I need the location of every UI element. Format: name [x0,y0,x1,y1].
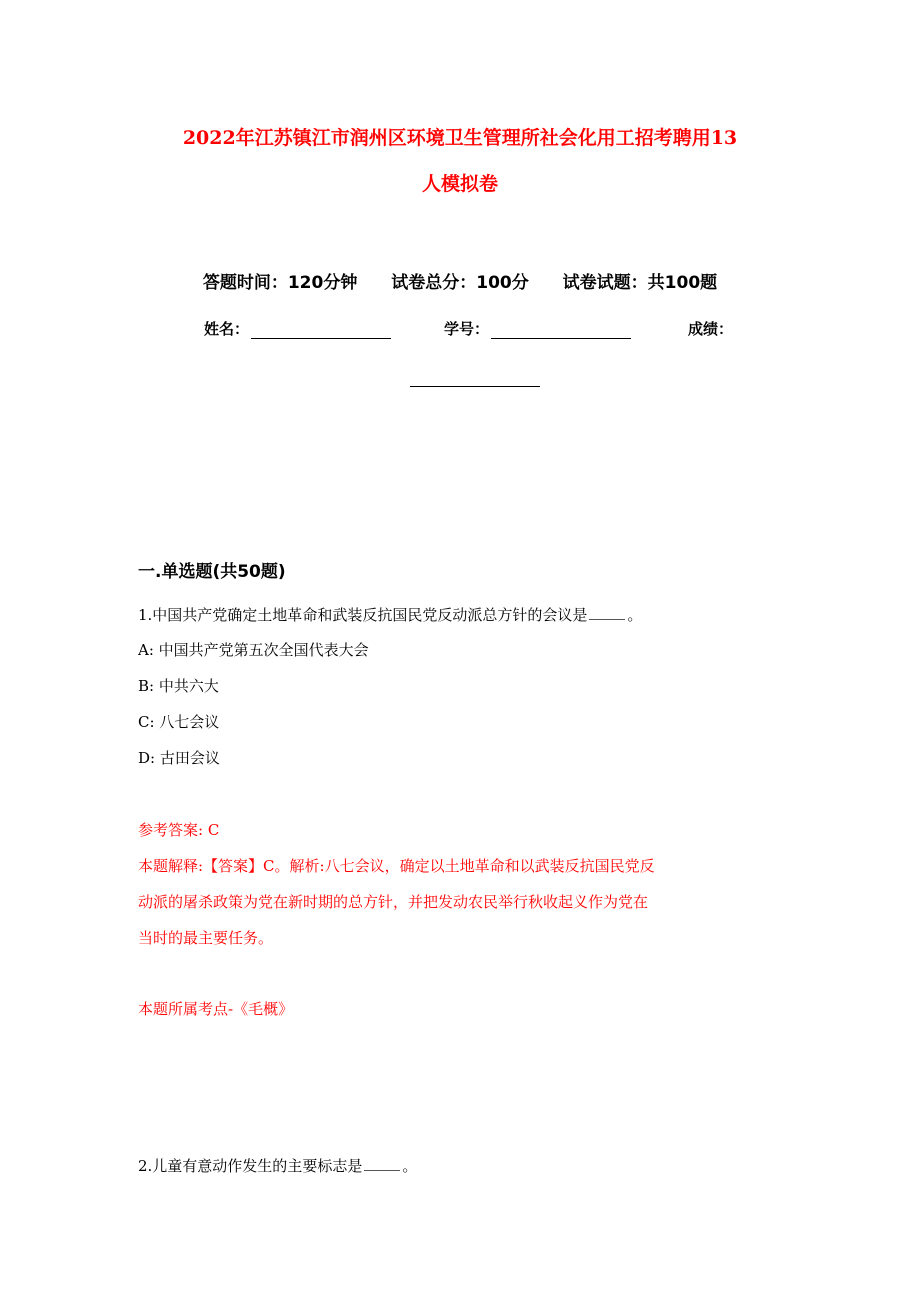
option-b: B: 中共六大 [138,677,219,695]
section-title: 一.单选题(共50题) [138,562,286,582]
question-1-text: 1.中国共产党确定土地革命和武装反抗国民党反动派总方针的会议是 [138,606,588,624]
answer-blank [364,1158,400,1171]
question-2-end: 。 [402,1157,418,1175]
student-id-label: 学号： [444,320,490,338]
name-field [204,318,391,339]
question-1-stem [138,604,642,625]
exam-time: 答题时间：120分钟 [202,273,358,293]
exam-meta [100,268,820,293]
explanation-line-2: 动派的屠杀政策为党在新时期的总方针，并把发动农民举行秋收起义作为党在 [138,893,649,911]
score-field [688,318,733,339]
option-c: C: 八七会议 [138,713,220,731]
student-id-blank [491,322,631,339]
score-label: 成绩： [688,320,734,338]
exam-title-line1: 2022年江苏镇江市润州区环境卫生管理所社会化用工招考聘用13 [182,127,738,149]
student-id-field [444,318,631,339]
topic-tag: 本题所属考点-《毛概》 [138,1000,294,1018]
option-d: D: 古田会议 [138,749,220,767]
reference-answer: 参考答案: C [138,821,220,839]
exam-total-score: 试卷总分：100分 [391,273,529,293]
question-1-end: 。 [627,606,643,624]
score-blank [410,372,540,387]
question-2-stem [138,1155,417,1176]
question-2-text: 2.儿童有意动作发生的主要标志是 [138,1157,363,1175]
name-label: 姓名： [204,320,250,338]
exam-title-line2: 人模拟卷 [421,173,498,195]
name-blank [251,322,391,339]
exam-question-count: 试卷试题：共100题 [562,273,718,293]
explanation-line-1: 本题解释:【答案】C。解析:八七会议，确定以土地革命和以武装反抗国民党反 [138,857,655,875]
answer-blank [589,607,625,620]
option-a: A: 中国共产党第五次全国代表大会 [138,641,369,659]
explanation-line-3: 当时的最主要任务。 [138,929,274,947]
